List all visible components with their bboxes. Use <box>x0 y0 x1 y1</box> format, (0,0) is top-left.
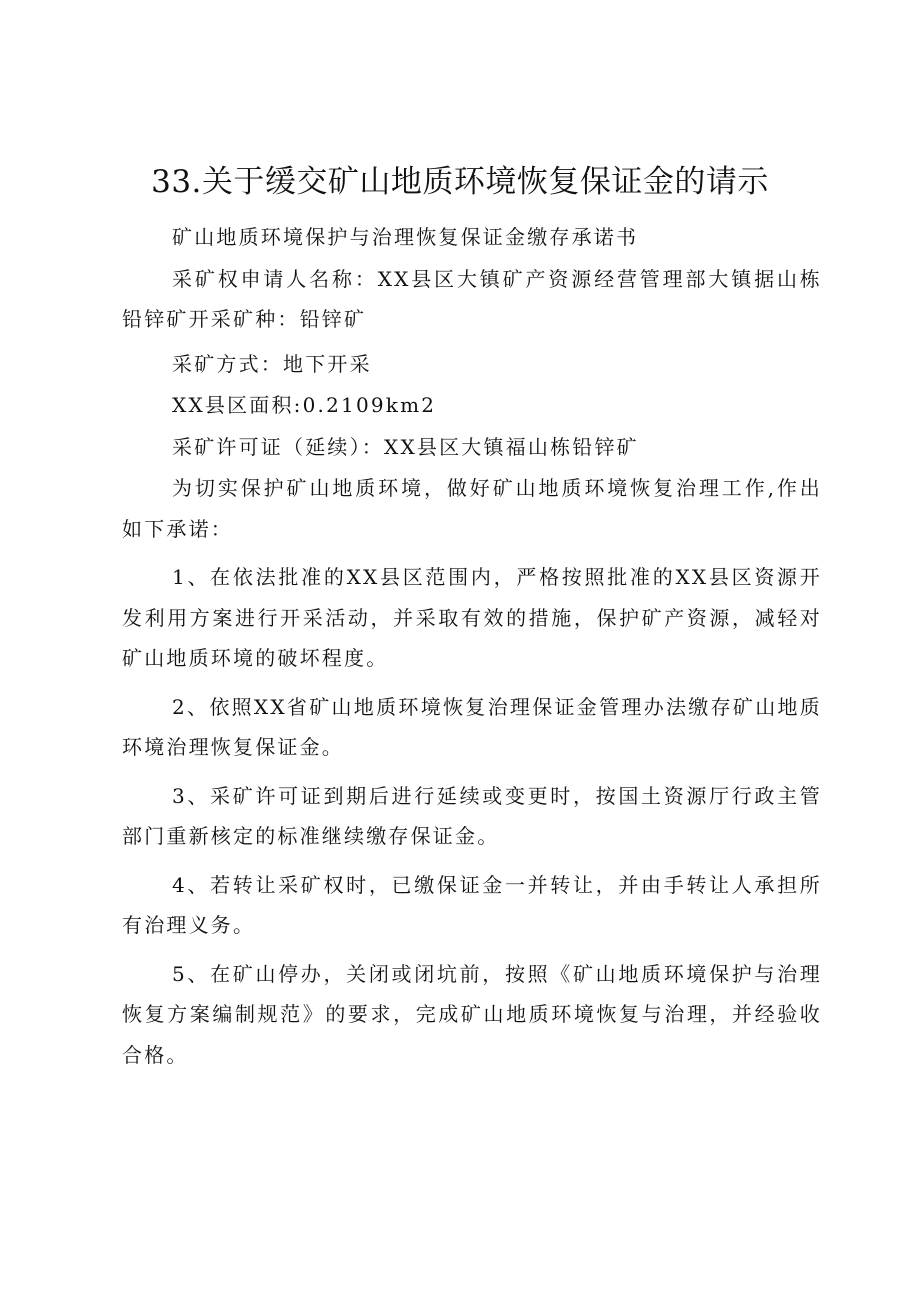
paragraph-intro: 为切实保护矿山地质环境，做好矿山地质环境恢复治理工作,作出如下承诺： <box>122 476 822 541</box>
paragraph-item-1: 1、在依法批准的XX县区范围内，严格按照批准的XX县区资源开发利用方案进行开采活动，并采取有效的措施，保护矿产资源，减轻对矿山地质环境的破坏程度。 <box>122 565 822 670</box>
paragraph-subtitle: 矿山地质环境保护与治理恢复保证金缴存承诺书 <box>172 225 639 249</box>
paragraph-area: XX县区面积:0.2109km2 <box>172 393 437 417</box>
document-title: 33.关于缓交矿山地质环境恢复保证金的请示 <box>151 164 769 200</box>
document-body <box>122 217 822 1079</box>
paragraph-item-3: 3、采矿许可证到期后进行延续或变更时，按国土资源厅行政主管部门重新核定的标准继续缴存保证金。 <box>122 783 822 848</box>
paragraph-item-4: 4、若转让采矿权时，已缴保证金一并转让，并由手转让人承担所有治理义务。 <box>122 872 822 937</box>
paragraph-item-2: 2、依照XX省矿山地质环境恢复治理保证金管理办法缴存矿山地质环境治理恢复保证金。 <box>122 694 822 759</box>
paragraph-item-5: 5、在矿山停办，关闭或闭坑前，按照《矿山地质环境保护与治理恢复方案编制规范》的要求，完成矿山地质环境恢复与治理，并经验收合格。 <box>122 961 822 1067</box>
paragraph-applicant: 采矿权申请人名称：XX县区大镇矿产资源经营管理部大镇据山栋铅锌矿开采矿种：铅锌矿 <box>122 266 822 331</box>
paragraph-mining-method: 采矿方式：地下开采 <box>172 351 372 376</box>
paragraph-license: 采矿许可证（延续）：XX县区大镇福山栋铅锌矿 <box>172 434 639 459</box>
